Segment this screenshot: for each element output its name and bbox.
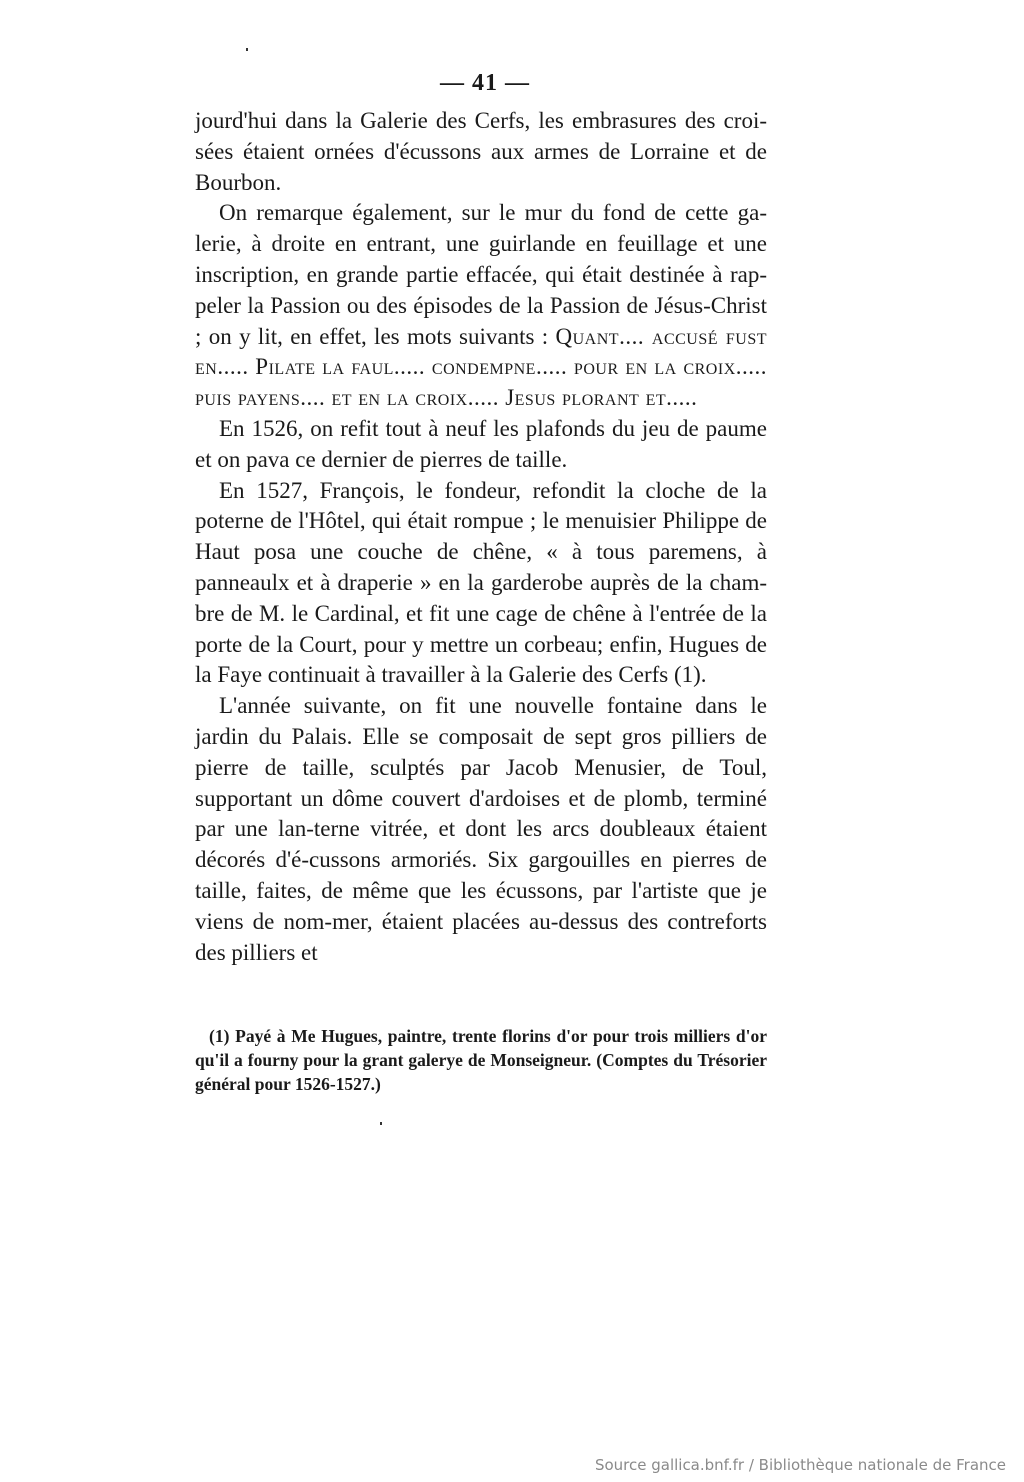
source-credit: Source gallica.bnf.fr / Bibliothèque nationale de France <box>594 1456 1006 1474</box>
main-text <box>195 106 767 968</box>
ink-speck <box>380 1122 382 1125</box>
paragraph-3: En 1526, on refit tout à neuf les plafonds du jeu de paume et on pava ce dernier de pierres de taille. <box>195 415 767 472</box>
paragraph-2-text: On remarque également, sur le mur du fond de cette ga-lerie, à droite en entrant, une guirlande en feuillage et une inscription, en grande partie effacée, qui était destinée à rap-peler la Passion ou des épisodes de la Passion de Jésus-Christ ; on y lit, en effet, les mots suivants : <box>195 200 767 349</box>
page-number: — 41 — <box>440 70 530 96</box>
paragraph-1: jourd'hui dans la Galerie des Cerfs, les embrasures des croi-sées étaient ornées d'écussons aux armes de Lorraine et de Bourbon. <box>195 108 767 195</box>
ink-speck <box>246 48 248 51</box>
inscription-text: Quant.... accusé fust en..... Pilate la faul..... condempne..... pour en la croix..... puis payens.... et en la croix..... Jesus plorant et..... <box>195 323 768 411</box>
paragraph-5: L'année suivante, on fit une nouvelle fontaine dans le jardin du Palais. Elle se composait de sept gros pilliers de pierre de taille, sculptés par Jacob Menusier, de Toul, supportant un dôme couvert d'ardoises et de plomb, terminé par une lan-terne vitrée, et dont les arcs doubleaux étaient décorés d'é-cussons armoriés. Six gargouilles en pierres de taille, faites, de même que les écussons, par l'artiste que je viens de nom-mer, étaient placées au-dessus des contreforts des pilliers et <box>195 693 767 965</box>
footnote-text: (1) Payé à Me Hugues, paintre, trente florins d'or pour trois milliers d'or qu'il a fourny pour la grant galerye de Monseigneur. (Comptes du Trésorier général pour 1526-1527.) <box>195 1026 767 1094</box>
footnote <box>195 1024 767 1096</box>
paragraph-4: En 1527, François, le fondeur, refondit la cloche de la poterne de l'Hôtel, qui était rompue ; le menuisier Philippe de Haut posa une couche de chêne, « à tous paremens, à panneaulx et à draperie » en la garderobe auprès de la cham-bre de M. le Cardinal, et fit une cage de chêne à l'entrée de la porte de la Court, pour y mettre un corbeau; enfin, Hugues de la Faye continuait à travailler à la Galerie des Cerfs (1). <box>195 477 767 688</box>
paragraph-2 <box>195 198 767 414</box>
